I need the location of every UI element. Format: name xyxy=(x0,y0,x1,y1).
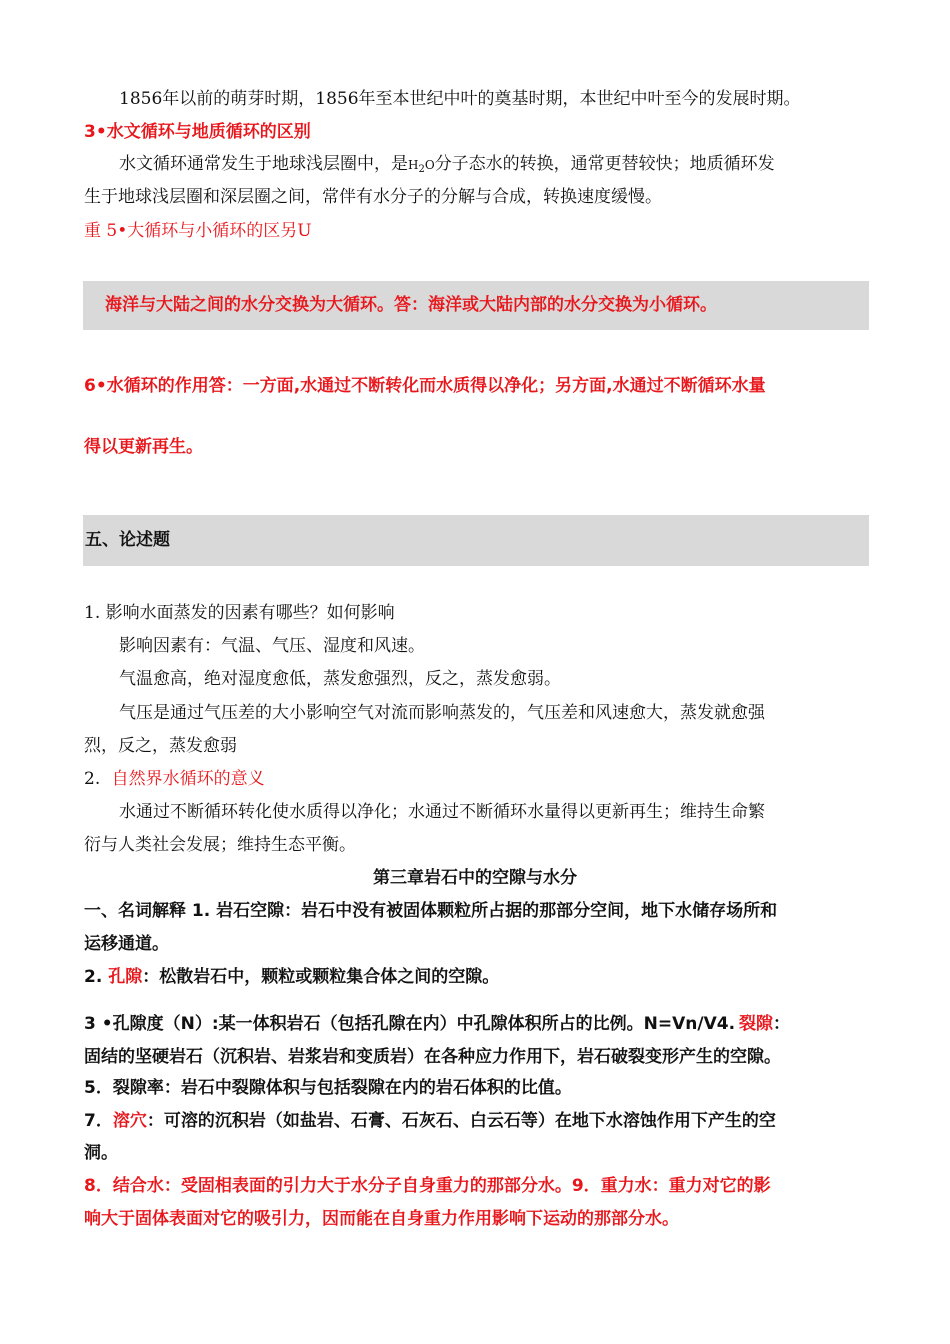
definition-fissure: 固结的坚硬岩石（沉积岩、岩浆岩和变质岩）在各种应力作用下，岩石破裂变形产生的空隙。 xyxy=(84,1047,781,1067)
definition-number: 7． xyxy=(84,1111,113,1131)
answer-1-temperature: 气温愈高，绝对湿度愈低，蒸发愈强烈，反之，蒸发愈弱。 xyxy=(119,669,561,689)
chapter-3-title: 第三章岩石中的空隙与水分 xyxy=(373,868,577,888)
paragraph-cycle-difference-2: 生于地球浅层圈和深层圈之间，常伴有水分子的分解与合成，转换速度缓慢。 xyxy=(84,187,662,207)
box-text: 海洋与大陆之间的水分交换为大循环。答：海洋或大陆内部的水分交换为小循环。 xyxy=(105,295,717,315)
definition-fissure-ratio: 5．裂隙率：岩石中裂隙体积与包括裂隙在内的岩石体积的比值。 xyxy=(84,1078,572,1098)
definition-karst-cave-1 xyxy=(84,1109,870,1133)
text-segment: 分子态水的转换，通常更替较快；地质循环发 xyxy=(434,154,775,174)
definition-bound-water-2: 响大于固体表面对它的吸引力，因而能在自身重力作用影响下运动的那部分水。 xyxy=(84,1209,679,1229)
heading-hydrologic-vs-geologic-cycle: 3•水文循环与地质循环的区别 xyxy=(84,122,311,142)
question-1: 1. 影响水面蒸发的因素有哪些？如何影响 xyxy=(84,603,395,623)
definition-rock-void-2: 运移通道。 xyxy=(84,934,169,954)
paragraph-water-cycle-role-2: 得以更新再生。 xyxy=(84,437,203,457)
heading-big-small-cycle: 重 5•大循环与小循环的区另U xyxy=(84,221,312,241)
definition-number: 2. xyxy=(84,967,103,987)
formula-h: H xyxy=(408,158,419,172)
question-2-text: 自然界水循环的意义 xyxy=(111,769,265,789)
formula-o: O xyxy=(424,158,435,172)
paragraph-cycle-difference-1 xyxy=(119,152,870,182)
section-title-essay: 五、论述题 xyxy=(85,530,170,550)
term-fissure: 裂隙 xyxy=(739,1014,774,1034)
definition-text: ：松散岩石中，颗粒或颗粒集合体之间的空隙。 xyxy=(142,967,500,987)
definition-text: ：可溶的沉积岩（如盐岩、石膏、石灰石、白云石等）在地下水溶蚀作用下产生的空 xyxy=(146,1111,776,1131)
answer-2-line-1: 水通过不断循环转化使水质得以净化；水通过不断循环水量得以更新再生；维持生命繁 xyxy=(119,802,765,822)
definition-rock-void-1: 一、名词解释 1. 岩石空隙：岩石中没有被固体颗粒所占据的那部分空间，地下水储存场所和 xyxy=(84,901,778,921)
term-karst-cave: 溶穴 xyxy=(112,1111,147,1131)
definition-text: ： xyxy=(773,1014,791,1034)
definition-karst-cave-2: 洞。 xyxy=(84,1143,118,1163)
question-2-number: 2. xyxy=(84,769,101,789)
definition-pore xyxy=(84,965,870,989)
section-header-bar xyxy=(83,515,869,566)
formula-subscript: 2 xyxy=(418,164,425,175)
highlight-box-cycle-answer xyxy=(83,281,869,330)
term-pore: 孔隙 xyxy=(108,967,143,987)
answer-1-pressure-2: 烈，反之，蒸发愈弱 xyxy=(84,736,237,756)
answer-2-line-2: 衍与人类社会发展；维持生态平衡。 xyxy=(84,835,356,855)
definition-porosity xyxy=(84,1012,870,1036)
question-2 xyxy=(84,767,870,791)
answer-1-factors: 影响因素有：气温、气压、湿度和风速。 xyxy=(119,636,425,656)
text-segment: 水文循环通常发生于地球浅层圈中，是 xyxy=(119,154,408,174)
definition-text: 3 •孔隙度（N）:某一体积岩石（包括孔隙在内）中孔隙体积所占的比例。N=Vn/V4. xyxy=(84,1014,736,1034)
paragraph-development-periods: 1856年以前的萌芽时期，1856年至本世纪中叶的奠基时期，本世纪中叶至今的发展时期。 xyxy=(119,89,801,109)
paragraph-water-cycle-role-1: 6•水循环的作用答：一方面,水通过不断转化而水质得以净化；另方面,水通过不断循环水量 xyxy=(84,376,766,396)
answer-1-pressure-1: 气压是通过气压差的大小影响空气对流而影响蒸发的，气压差和风速愈大，蒸发就愈强 xyxy=(119,703,765,723)
definition-bound-water-1: 8．结合水：受固相表面的引力大于水分子自身重力的那部分水。9．重力水：重力对它的影 xyxy=(84,1176,771,1196)
